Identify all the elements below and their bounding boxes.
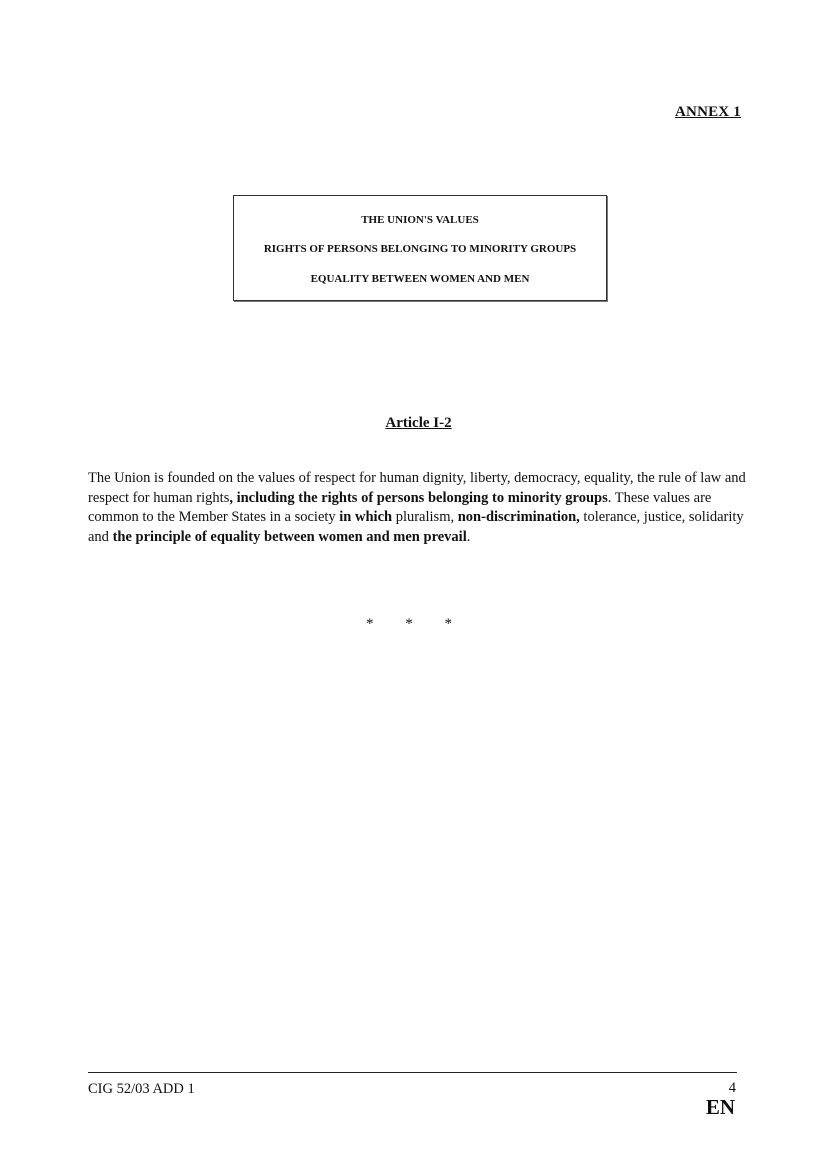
- article-body: [88, 469, 748, 547]
- article-text-segment: pluralism,: [392, 509, 458, 525]
- title-line-values: THE UNION'S VALUES: [361, 214, 479, 226]
- article-text-segment: . These values are common to the Member States in a society: [88, 489, 712, 525]
- title-box: [233, 195, 607, 301]
- article-heading: Article I-2: [385, 415, 452, 431]
- footer-divider: [88, 1072, 737, 1073]
- annex-label: ANNEX 1: [675, 104, 741, 120]
- language-code: EN: [705, 1095, 735, 1119]
- article-text-segment-bold: in which: [339, 509, 393, 525]
- article-text-segment-bold: , including the rights of persons belonging to minority groups: [229, 489, 608, 506]
- document-reference: CIG 52/03 ADD 1: [88, 1081, 195, 1097]
- title-line-equality: EQUALITY BETWEEN WOMEN AND MEN: [310, 273, 530, 285]
- article-text-segment: tolerance, justice, solidarity and: [88, 509, 744, 545]
- article-text-segment: .: [466, 528, 471, 545]
- page-number: 4: [728, 1080, 736, 1096]
- article-text-segment-bold: non-discrimination,: [457, 509, 580, 525]
- title-line-minority-rights: RIGHTS OF PERSONS BELONGING TO MINORITY GROUPS: [263, 243, 577, 255]
- article-text-segment: The Union is founded on the values of respect for human dignity, liberty, democracy, equality, the rule of law and respect for human rights: [88, 470, 746, 506]
- section-separator: * * *: [366, 616, 466, 632]
- article-text-segment-bold: the principle of equality between women and men prevail: [112, 528, 467, 545]
